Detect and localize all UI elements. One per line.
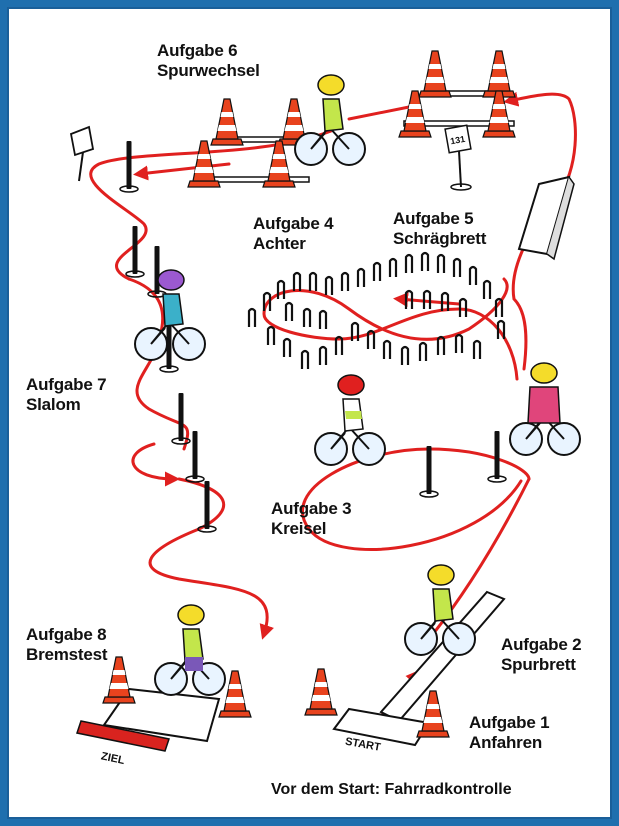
task-label-4 xyxy=(253,214,333,254)
start-label: START xyxy=(344,735,382,754)
task-name: Spurbrett xyxy=(501,655,576,674)
task-number: Aufgabe 6 xyxy=(157,41,238,60)
task-number: Aufgabe 5 xyxy=(393,209,474,228)
cyclist-track-board xyxy=(405,565,475,655)
sign-number: 131 xyxy=(449,133,466,147)
task-name: Bremstest xyxy=(26,645,108,664)
roundabout-poles xyxy=(420,431,506,497)
footer-note: Vor dem Start: Fahrradkontrolle xyxy=(271,781,512,798)
task-number: Aufgabe 8 xyxy=(26,625,107,644)
slanted-board xyxy=(519,177,574,259)
task-label-1 xyxy=(469,713,549,753)
traffic-sign-131 xyxy=(445,125,471,190)
cyclist-brake-test xyxy=(155,605,225,695)
task-name: Spurwechsel xyxy=(157,61,260,80)
task-label-6 xyxy=(157,41,260,81)
task-name: Achter xyxy=(253,234,306,253)
task-number: Aufgabe 4 xyxy=(253,214,334,233)
cyclist-slanted-board xyxy=(510,363,580,455)
task-label-2 xyxy=(501,635,581,675)
task-name: Kreisel xyxy=(271,519,327,538)
finish-label: ZIEL xyxy=(99,750,126,768)
figure-eight-posts xyxy=(249,253,504,369)
task-label-3 xyxy=(271,499,351,539)
cyclist-lane-change xyxy=(295,75,365,165)
task-name: Slalom xyxy=(26,395,81,414)
task-label-8 xyxy=(26,625,107,665)
task-label-7 xyxy=(26,375,106,415)
task-name: Anfahren xyxy=(469,733,543,752)
task-number: Aufgabe 3 xyxy=(271,499,352,518)
task-number: Aufgabe 1 xyxy=(469,713,550,732)
cyclist-roundabout xyxy=(315,375,385,465)
task-number: Aufgabe 7 xyxy=(26,375,107,394)
task-number: Aufgabe 2 xyxy=(501,635,582,654)
illustration-frame xyxy=(7,7,612,819)
task-label-5 xyxy=(393,209,486,249)
task-name: Schrägbrett xyxy=(393,229,487,248)
